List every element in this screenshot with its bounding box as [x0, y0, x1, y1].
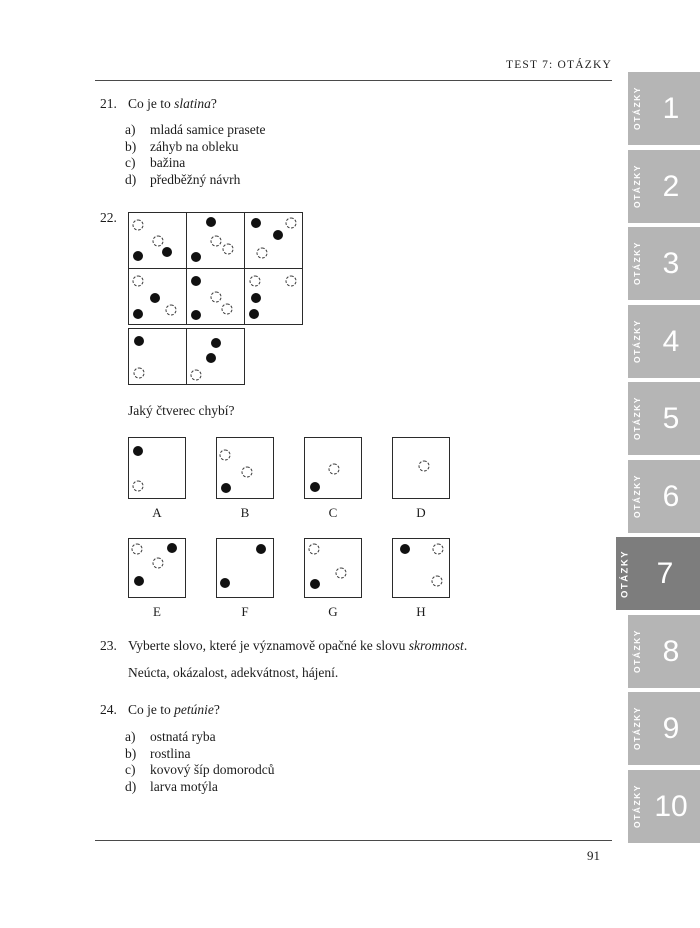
grid-cell-r2c3 — [244, 268, 303, 325]
black-dot — [134, 576, 144, 586]
answer-label-B: B — [240, 505, 250, 520]
black-dot — [221, 483, 231, 493]
tab-number: 2 — [662, 169, 680, 203]
answer-label-D: D — [416, 505, 426, 520]
answer-option-F — [216, 538, 274, 620]
option-text: rostlina — [150, 745, 191, 761]
white-dot — [132, 481, 143, 492]
option-letter: d) — [125, 778, 137, 794]
question-21-number: 21. — [100, 96, 117, 111]
question-24-number: 24. — [100, 702, 117, 717]
black-dot — [310, 482, 320, 492]
option-text: záhyb na obleku — [150, 138, 239, 154]
answer-square-C — [304, 437, 362, 499]
black-dot — [191, 276, 201, 286]
page-number: 91 — [587, 848, 600, 863]
option-text: bažina — [150, 155, 186, 171]
answer-square-F — [216, 538, 274, 598]
white-dot — [308, 544, 319, 555]
answer-square-D — [392, 437, 450, 499]
tab-label-vertical: OTÁZKY — [632, 784, 642, 828]
white-dot — [210, 235, 221, 246]
tab-label-vertical: OTÁZKY — [619, 549, 631, 598]
tab-number: 10 — [654, 789, 688, 823]
black-dot — [211, 338, 221, 348]
option-24b — [125, 746, 275, 763]
grid-cell-r1c2 — [186, 212, 245, 269]
white-dot — [134, 368, 145, 379]
sidebar-tab-3 — [628, 227, 700, 300]
option-24d — [125, 779, 275, 796]
tab-number: 6 — [662, 479, 680, 513]
white-dot — [285, 217, 296, 228]
answer-option-B — [216, 437, 274, 521]
option-21a — [125, 122, 265, 139]
black-dot — [191, 310, 201, 320]
tab-number: 3 — [662, 247, 680, 280]
question-24 — [100, 702, 220, 718]
black-dot — [191, 252, 201, 262]
option-text: mladá samice prasete — [150, 122, 266, 137]
answer-label-G: G — [328, 604, 338, 619]
question-23-text — [128, 638, 467, 653]
sidebar-tab-8 — [628, 615, 700, 688]
white-dot — [223, 244, 234, 255]
answer-square-E — [128, 538, 186, 598]
answer-label-C: C — [328, 505, 338, 520]
black-dot — [206, 217, 216, 227]
option-letter: a) — [125, 729, 136, 744]
question-22 — [100, 210, 128, 226]
page-header-title: TEST 7: OTÁZKY — [505, 59, 612, 71]
option-text: larva motýla — [150, 778, 218, 794]
grid-cell-r1c1 — [128, 212, 187, 269]
white-dot — [133, 276, 144, 287]
option-21d — [125, 172, 265, 189]
question-23 — [100, 638, 467, 654]
option-text: ostnatá ryba — [150, 729, 216, 744]
tab-number: 1 — [662, 92, 680, 125]
question-23-text-prefix: Vyberte slovo, které je významově opačné ke slovu — [128, 638, 409, 653]
question-22-number: 22. — [100, 210, 117, 225]
option-21c — [125, 155, 265, 172]
black-dot — [249, 309, 259, 319]
question-24-text-suffix: ? — [213, 702, 220, 717]
answer-label-H: H — [416, 604, 426, 619]
sidebar-tab-4 — [628, 305, 700, 378]
sidebar-tab-2 — [628, 150, 700, 223]
tab-number: 9 — [662, 712, 680, 745]
tab-label-vertical: OTÁZKY — [632, 629, 642, 673]
white-dot — [431, 575, 442, 586]
white-dot — [257, 247, 268, 258]
sidebar-tab-6 — [628, 460, 700, 533]
white-dot — [242, 466, 253, 477]
tab-number: 4 — [662, 324, 680, 358]
grid-cell-r3c2 — [186, 328, 245, 385]
sidebar-tab-7-active — [616, 537, 700, 610]
white-dot — [219, 449, 230, 460]
question-21-text — [128, 96, 217, 111]
answer-square-H — [392, 538, 450, 598]
white-dot — [250, 276, 261, 287]
black-dot — [134, 336, 144, 346]
black-dot — [133, 446, 143, 456]
white-dot — [132, 544, 143, 555]
question-23-number: 23. — [100, 638, 117, 653]
question-21-text-prefix: Co je to — [128, 96, 175, 111]
tab-label-vertical: OTÁZKY — [632, 86, 642, 131]
black-dot — [273, 230, 283, 240]
answer-option-G — [304, 538, 362, 620]
option-letter: b) — [125, 138, 137, 154]
question-24-text — [128, 702, 220, 717]
black-dot — [220, 578, 230, 588]
white-dot — [335, 567, 346, 578]
answer-label-A: A — [152, 505, 162, 520]
black-dot — [167, 543, 177, 553]
tab-label-vertical: OTÁZKY — [632, 706, 642, 751]
answer-label-F: F — [241, 604, 249, 619]
answer-option-H — [392, 538, 450, 620]
sidebar-tab-1 — [628, 72, 700, 145]
option-letter: c) — [125, 155, 136, 171]
grid-cell-r3c1 — [128, 328, 187, 385]
answer-square-B — [216, 437, 274, 499]
tab-label-vertical: OTÁZKY — [632, 396, 642, 441]
white-dot — [191, 370, 202, 381]
answer-square-A — [128, 437, 186, 499]
white-dot — [166, 304, 177, 315]
answer-option-A — [128, 437, 186, 521]
question-23-text-suffix: . — [463, 638, 468, 653]
option-21b — [125, 139, 265, 156]
option-text: předběžný návrh — [150, 171, 241, 187]
black-dot — [133, 309, 143, 319]
grid-cell-r2c1 — [128, 268, 187, 325]
option-letter: a) — [125, 122, 136, 137]
white-dot — [221, 303, 232, 314]
white-dot — [419, 460, 430, 471]
question-21-text-suffix: ? — [210, 96, 217, 111]
white-dot — [329, 464, 340, 475]
grid-cell-r1c3 — [244, 212, 303, 269]
black-dot — [133, 251, 143, 261]
white-dot — [153, 558, 164, 569]
tab-label-vertical: OTÁZKY — [632, 474, 642, 518]
black-dot — [310, 579, 320, 589]
question-22-prompt: Jaký čtverec chybí? — [128, 403, 235, 418]
option-letter: d) — [125, 171, 137, 187]
footer-rule — [95, 840, 612, 841]
answer-option-E — [128, 538, 186, 620]
black-dot — [206, 353, 216, 363]
answer-label-E: E — [153, 604, 161, 619]
answer-option-D — [392, 437, 450, 521]
question-24-options — [125, 729, 275, 795]
option-letter: b) — [125, 745, 137, 761]
tab-number: 7 — [656, 557, 674, 590]
black-dot — [150, 293, 160, 303]
question-24-text-prefix: Co je to — [128, 702, 175, 717]
tab-number: 5 — [662, 402, 680, 435]
question-21-options — [125, 122, 265, 188]
sidebar-tab-5 — [628, 382, 700, 455]
question-21 — [100, 96, 217, 112]
black-dot — [162, 247, 172, 257]
option-24a — [125, 729, 275, 746]
white-dot — [210, 291, 221, 302]
black-dot — [400, 544, 410, 554]
white-dot — [152, 235, 163, 246]
tab-label-vertical: OTÁZKY — [632, 241, 642, 286]
black-dot — [251, 218, 261, 228]
tab-label-vertical: OTÁZKY — [632, 319, 642, 363]
white-dot — [285, 276, 296, 287]
option-text: kovový šíp domorodců — [150, 762, 275, 778]
question-23-text-italic: skromnost — [408, 638, 464, 653]
question-21-text-italic: slatina — [174, 96, 211, 111]
option-24c — [125, 762, 275, 779]
sidebar-tab-9 — [628, 692, 700, 765]
white-dot — [432, 544, 443, 555]
tab-label-vertical: OTÁZKY — [632, 164, 642, 208]
option-letter: c) — [125, 762, 136, 778]
answer-option-C — [304, 437, 362, 521]
black-dot — [256, 544, 266, 554]
question-24-text-italic: petúnie — [174, 702, 214, 717]
tab-number: 8 — [662, 634, 680, 668]
white-dot — [133, 220, 144, 231]
answer-square-G — [304, 538, 362, 598]
black-dot — [251, 293, 261, 303]
grid-cell-r2c2 — [186, 268, 245, 325]
sidebar-tab-10 — [628, 770, 700, 843]
question-23-choices: Neúcta, okázalost, adekvátnost, hájení. — [128, 665, 339, 680]
header-rule — [95, 80, 612, 81]
